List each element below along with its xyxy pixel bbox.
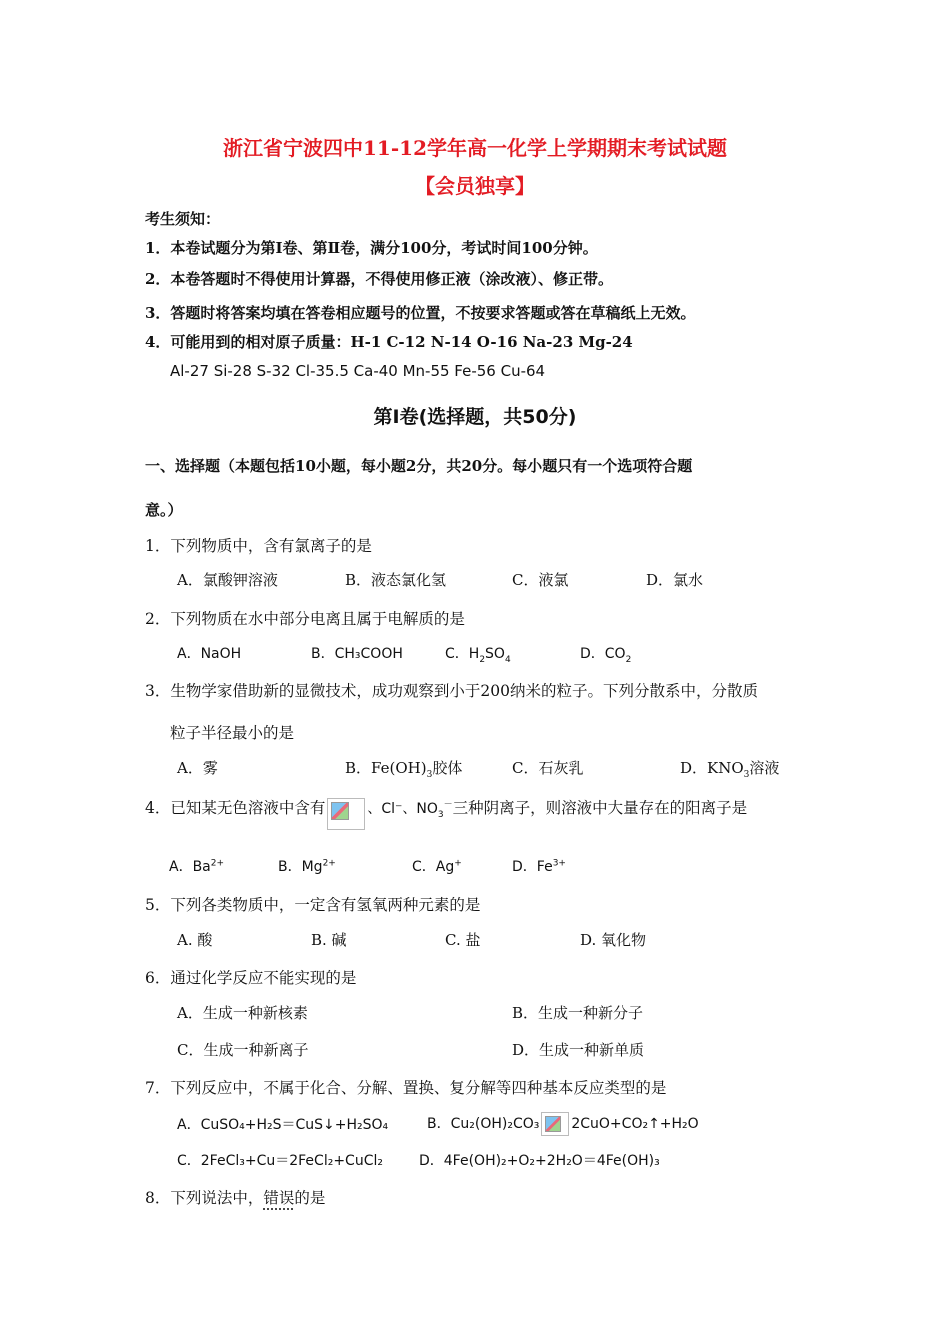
subscript: 2 — [479, 654, 486, 665]
instructions-heading: 考生须知： — [145, 210, 221, 228]
q7-option-b-text-2: 2CuO+CO₂↑+H₂O — [571, 1116, 699, 1132]
q1-option-b: B．液态氯化氢 — [345, 571, 447, 589]
q7-option-b-text: B．Cu₂(OH)₂CO₃ — [427, 1116, 540, 1132]
image-placeholder-icon — [331, 802, 349, 820]
q2-option-d-text: D．CO — [580, 646, 626, 662]
superscript: + — [454, 858, 462, 869]
q3-option-d — [680, 758, 779, 778]
q4-option-b-text: B．Mg — [278, 859, 323, 875]
q7-option-c: C．2FeCl₃+Cu＝2FeCl₂+CuCl₂ — [177, 1153, 383, 1169]
q2-option-c — [445, 644, 511, 664]
q4-option-d-text: D．Fe — [512, 859, 553, 875]
instruction-item: 1．本卷试题分为第Ⅰ卷、第Ⅱ卷，满分100分，考试时间100分钟。 — [145, 239, 598, 257]
q7-option-a: A．CuSO₄+H₂S＝CuS↓+H₂SO₄ — [177, 1117, 389, 1133]
subscript: 3 — [426, 770, 433, 780]
broken-image-icon — [327, 798, 365, 830]
document-title: 浙江省宁波四中11-12学年高一化学上学期期末考试试题 — [223, 136, 727, 160]
question-2-stem: 2．下列物质在水中部分电离且属于电解质的是 — [145, 610, 465, 628]
question-6-stem: 6．通过化学反应不能实现的是 — [145, 969, 357, 987]
question-4-stem-text-2: 三种阴离子，则溶液中大量存在的阳离子是 — [452, 799, 748, 817]
part-title-continued: 意。） — [145, 501, 183, 519]
q6-option-d: D．生成一种新单质 — [512, 1041, 645, 1059]
q2-option-c-text-2: SO — [485, 646, 505, 662]
q2-option-c-text: C．H — [445, 646, 480, 662]
q6-option-c: C．生成一种新离子 — [177, 1041, 309, 1059]
question-7-stem: 7．下列反应中，不属于化合、分解、置换、复分解等四种基本反应类型的是 — [145, 1079, 667, 1097]
instruction-item: 3．答题时将答案均填在答卷相应题号的位置，不按要求答题或答在草稿纸上无效。 — [145, 304, 696, 322]
question-3-stem: 3．生物学家借助新的显微技术，成功观察到小于200纳米的粒子。下列分散系中，分散质 — [145, 682, 758, 700]
q5-option-a: A. 酸 — [177, 931, 213, 949]
q6-option-b: B．生成一种新分子 — [512, 1004, 644, 1022]
q5-option-c: C. 盐 — [445, 931, 481, 949]
subscript: 3 — [437, 810, 444, 821]
superscript: 3+ — [552, 858, 566, 869]
instruction-item: 2．本卷答题时不得使用计算器，不得使用修正液（涂改液）、修正带。 — [145, 270, 613, 288]
q4-option-d — [512, 857, 566, 877]
question-3-stem-continued: 粒子半径最小的是 — [170, 724, 295, 742]
instruction-item: Al-27 Si-28 S-32 Cl-35.5 Ca-40 Mn-55 Fe-56 Cu-64 — [170, 362, 546, 380]
question-4-stem — [145, 798, 747, 830]
superscript: 2+ — [210, 858, 225, 869]
q1-option-d: D．氯水 — [646, 571, 704, 589]
q1-option-c: C．液氯 — [512, 571, 569, 589]
subscript: 4 — [504, 654, 511, 665]
q3-option-d-text-2: 溶液 — [749, 759, 780, 777]
document-subtitle: 【会员独享】 — [415, 174, 535, 198]
q4-option-c — [412, 857, 462, 877]
q5-option-b: B. 碱 — [311, 931, 347, 949]
part-title: 一、选择题（本题包括10小题，每小题2分，共20分。每小题只有一个选项符合题 — [145, 457, 693, 475]
question-8-stem-text-2: 的是 — [294, 1189, 326, 1207]
question-4-ions: 、Cl⁻、NO — [367, 801, 438, 817]
question-8-stem — [145, 1188, 325, 1208]
question-8-stem-text: 8．下列说法中， — [145, 1189, 264, 1207]
q4-option-b — [278, 857, 336, 877]
q3-option-a: A．雾 — [177, 759, 218, 777]
subscript: 2 — [625, 654, 632, 665]
q3-option-b-text: B．Fe(OH) — [345, 759, 427, 777]
q7-option-b — [427, 1112, 699, 1136]
q6-option-a: A．生成一种新核素 — [177, 1004, 308, 1022]
question-1-stem: 1．下列物质中，含有氯离子的是 — [145, 537, 372, 555]
superscript: 2+ — [322, 858, 336, 869]
broken-image-icon — [541, 1112, 569, 1136]
q2-option-b: B．CH₃COOH — [311, 646, 403, 662]
section-title: 第Ⅰ卷(选择题，共50分) — [373, 406, 577, 428]
instruction-item: 4．可能用到的相对原子质量：H-1 C-12 N-14 O-16 Na-23 Mg-24 — [145, 333, 633, 351]
subscript: 3 — [743, 770, 750, 780]
q2-option-d — [580, 644, 631, 664]
question-4-stem-text: 4．已知某无色溶液中含有 — [145, 799, 326, 817]
superscript: － — [443, 799, 453, 810]
q2-option-a: A．NaOH — [177, 646, 242, 662]
image-placeholder-icon — [545, 1116, 561, 1132]
q1-option-a: A．氯酸钾溶液 — [177, 571, 278, 589]
question-5-stem: 5．下列各类物质中，一定含有氢氧两种元素的是 — [145, 896, 481, 914]
q3-option-b — [345, 758, 462, 778]
q4-option-a — [169, 857, 224, 877]
q3-option-b-text-2: 胶体 — [432, 759, 463, 777]
q4-option-a-text: A．Ba — [169, 859, 211, 875]
q7-option-d: D．4Fe(OH)₂+O₂+2H₂O＝4Fe(OH)₃ — [419, 1153, 660, 1169]
q3-option-c: C．石灰乳 — [512, 759, 584, 777]
emphasis-text: 错误 — [263, 1189, 295, 1207]
q5-option-d: D. 氧化物 — [580, 931, 647, 949]
q3-option-d-text: D．KNO — [680, 759, 744, 777]
q4-option-c-text: C．Ag — [412, 859, 455, 875]
